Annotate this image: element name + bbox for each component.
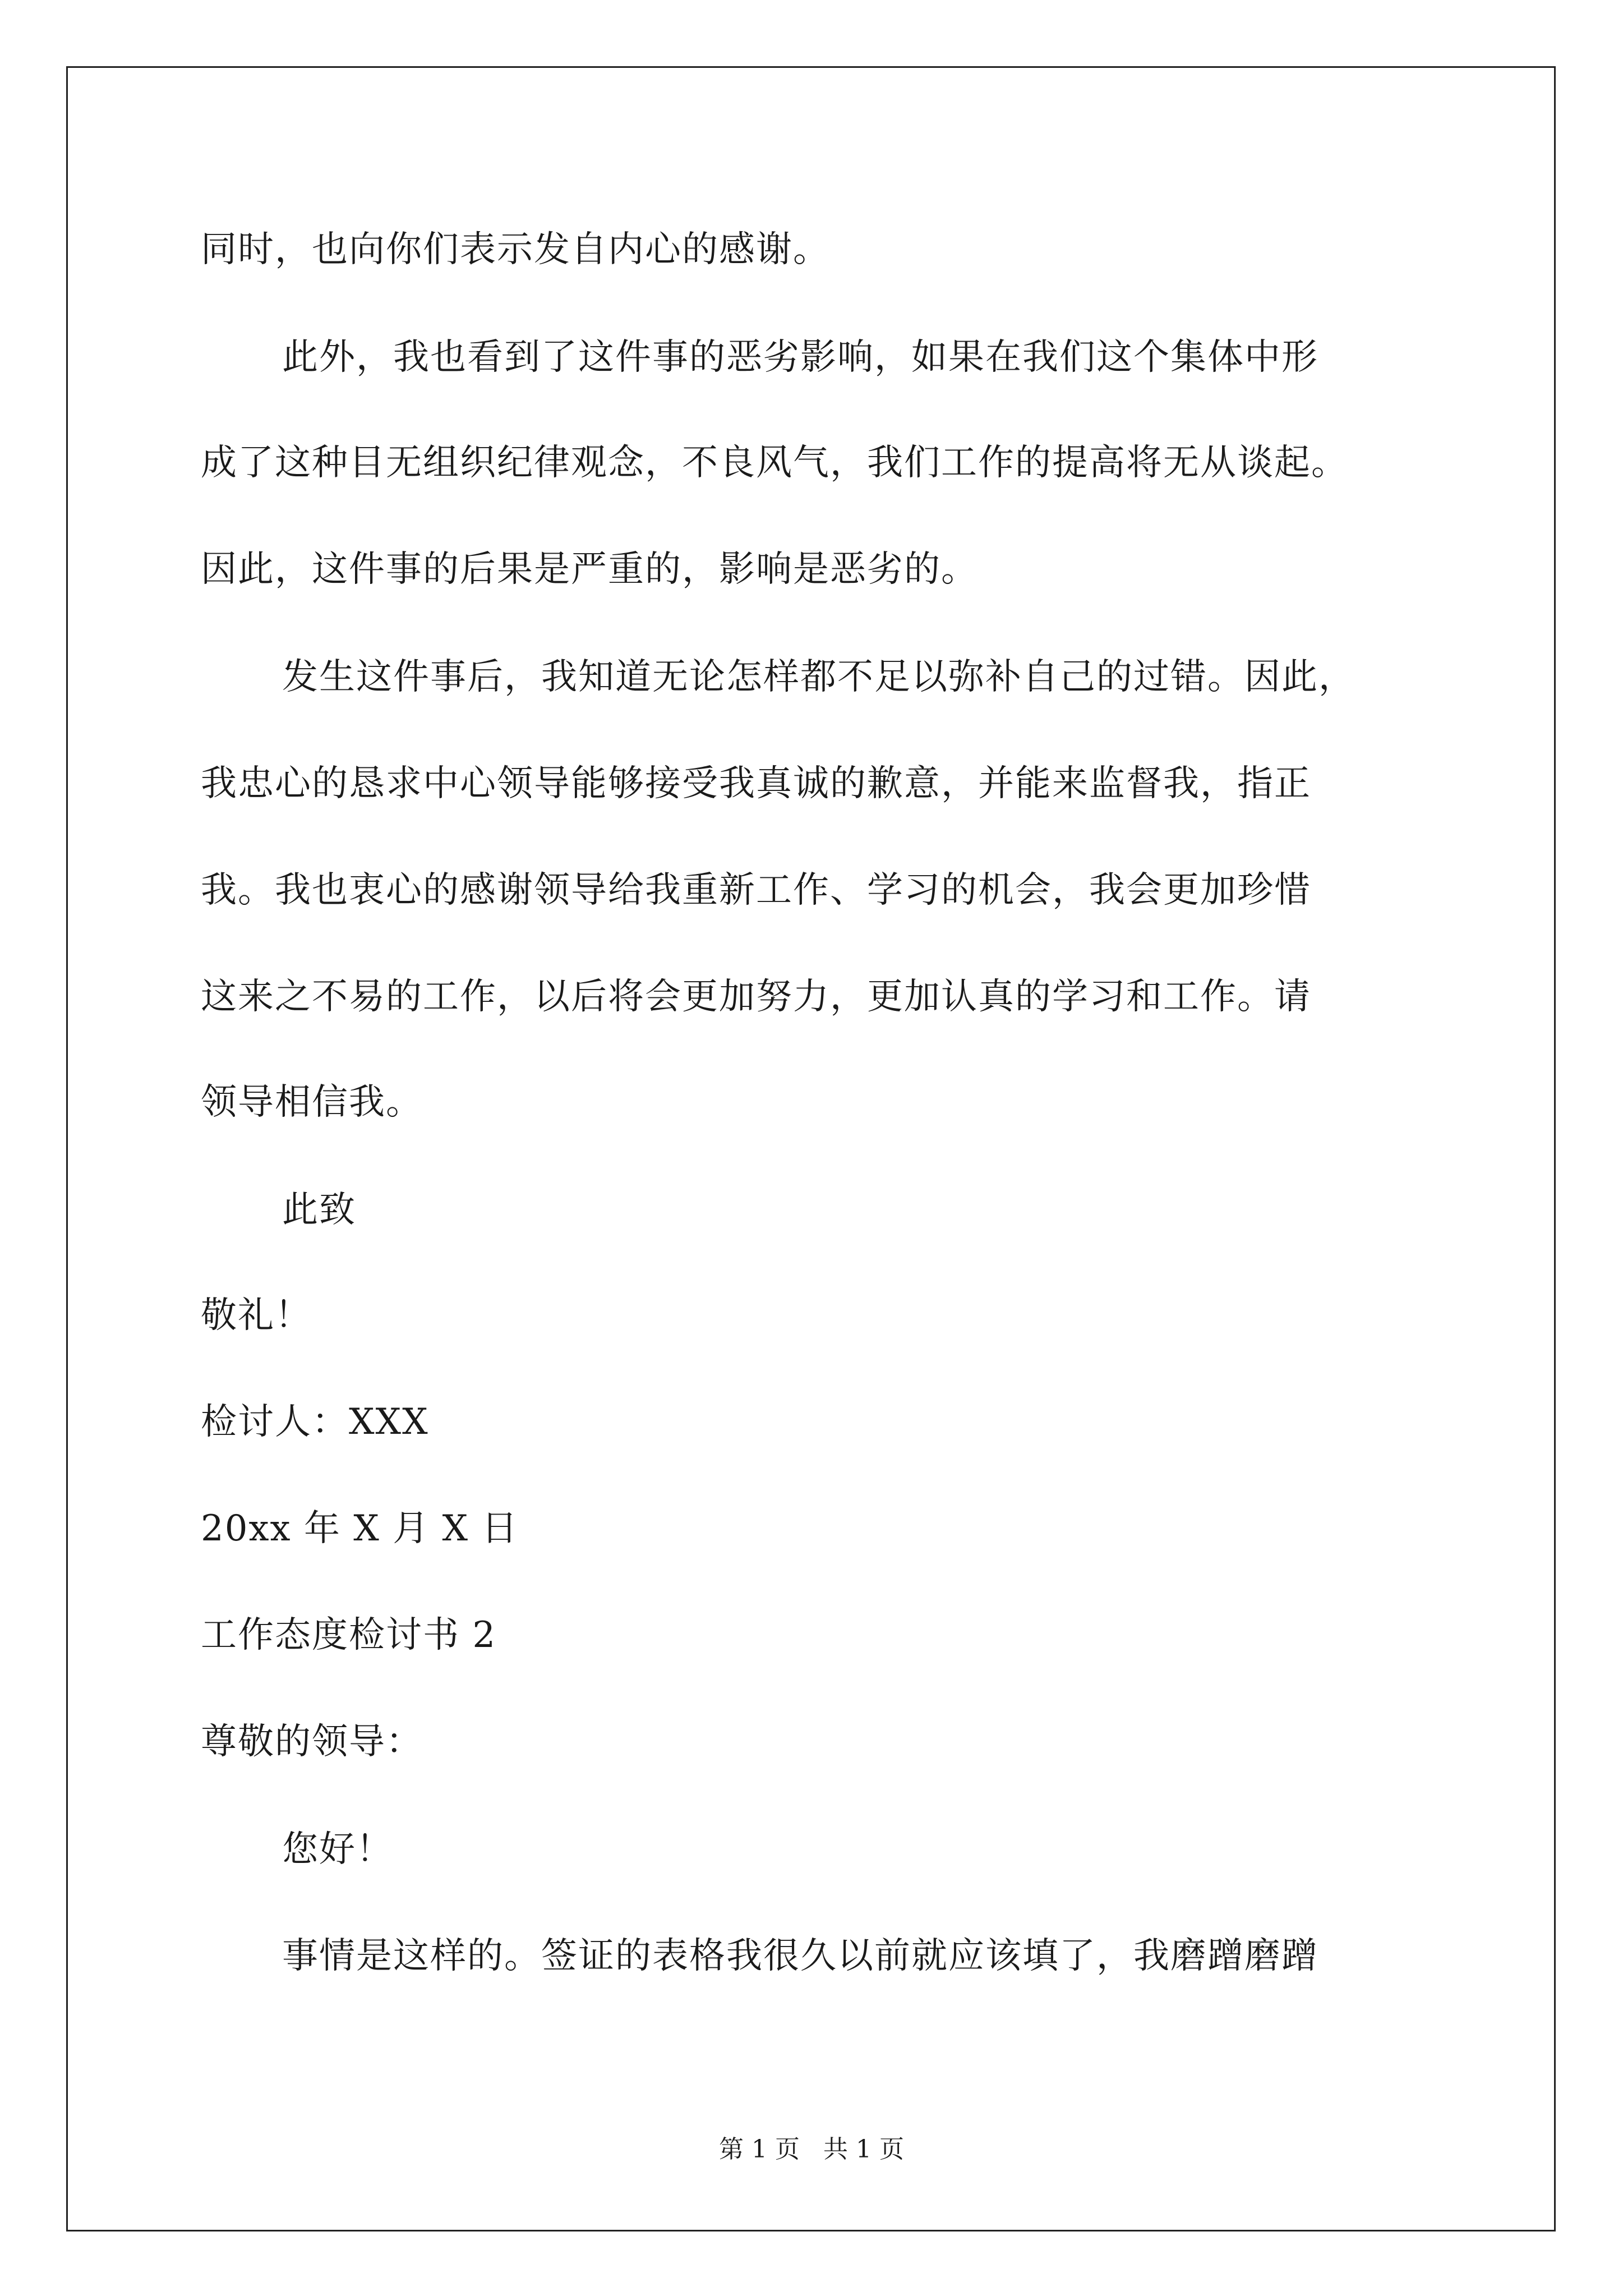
text-line: 成了这种目无组织纪律观念，不良风气，我们工作的提高将无从谈起。 [201,442,1348,484]
text-line: 我。我也衷心的感谢领导给我重新工作、学习的机会，我会更加珍惜 [201,869,1311,911]
closing-salutation: 此致 [282,1189,356,1231]
text-line: 发生这件事后，我知道无论怎样都不足以弥补自己的过错。因此， [282,656,1355,698]
page-number-footer: 第 1 页 共 1 页 [719,2135,904,2164]
page-border [66,66,1556,2231]
greeting: 尊敬的领导： [201,1721,423,1763]
text-line: 事情是这样的。签证的表格我很久以前就应该填了，我磨蹭磨蹭 [282,1935,1318,1977]
text-line: 领导相信我。 [201,1082,423,1123]
signature-line: 检讨人：XXX [201,1401,429,1443]
date-line: 20xx 年 X 月 X 日 [201,1508,519,1549]
text-line: 这来之不易的工作，以后将会更加努力，更加认真的学习和工作。请 [201,976,1311,1018]
text-line: 我忠心的恳求中心领导能够接受我真诚的歉意，并能来监督我，指正 [201,763,1311,804]
text-line: 此外，我也看到了这件事的恶劣影响，如果在我们这个集体中形 [282,337,1318,378]
text-line: 同时，也向你们表示发自内心的感谢。 [201,229,830,270]
text-line: 因此，这件事的后果是严重的，影响是恶劣的。 [201,549,978,590]
closing-regards: 敬礼！ [201,1295,312,1336]
section-title: 工作态度检讨书 2 [201,1614,497,1656]
greeting-hello: 您好！ [282,1829,393,1870]
